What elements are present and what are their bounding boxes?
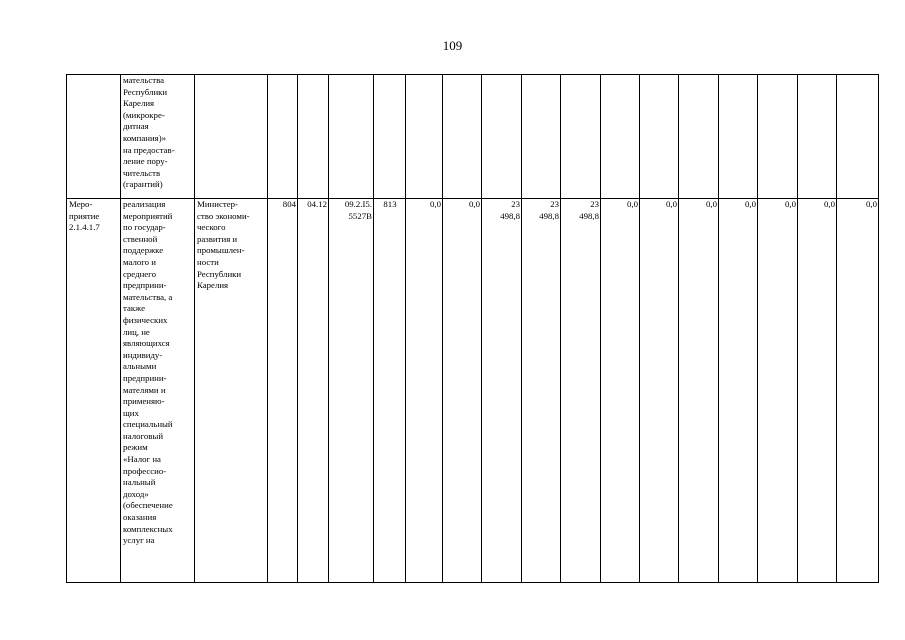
executor-cell: Министер- ство экономи- ческого развития и промышлен- ности Республики Карелия — [195, 199, 268, 583]
grbs-cell: 804 — [268, 199, 298, 583]
value-cell — [758, 75, 798, 199]
value-cell — [601, 75, 640, 199]
value-cell: 23 498,8 — [482, 199, 522, 583]
value-cell — [679, 75, 719, 199]
value-cell — [443, 75, 482, 199]
value-cell: 23 498,8 — [522, 199, 561, 583]
csr-cell: 09.2.I5. 5527В — [329, 199, 374, 583]
value-cell: 0,0 — [758, 199, 798, 583]
value-cell — [482, 75, 522, 199]
value-cell: 0,0 — [679, 199, 719, 583]
measure-code-cell — [67, 75, 121, 199]
value-cell: 23 498,8 — [561, 199, 601, 583]
value-cell: 0,0 — [640, 199, 679, 583]
vr-cell — [374, 75, 406, 199]
value-cell — [561, 75, 601, 199]
page-number: 109 — [442, 38, 463, 53]
rzpr-cell — [298, 75, 329, 199]
value-cell — [406, 75, 443, 199]
measure-name-cell: мательства Республики Карелия (микрокре- дитная компания)» на предостав- ление пору- чительств (гарантий) — [121, 75, 195, 199]
value-cell — [640, 75, 679, 199]
value-cell: 0,0 — [719, 199, 758, 583]
grbs-cell — [268, 75, 298, 199]
value-cell: 0,0 — [798, 199, 837, 583]
value-cell: 0,0 — [406, 199, 443, 583]
rzpr-cell: 04.12 — [298, 199, 329, 583]
value-cell — [719, 75, 758, 199]
value-cell: 0,0 — [601, 199, 640, 583]
csr-cell — [329, 75, 374, 199]
value-cell — [837, 75, 879, 199]
measure-name-cell: реализация мероприятий по государ- ственной поддержке малого и среднего предприни- мательства, а также физических лиц, не являющихся индивиду- альными предприни- мателями и применяю- щих специальный налоговый режим «Налог на профессио- нальный доход» (обеспечение оказания комплексных услуг на — [121, 199, 195, 583]
vr-cell: 813 — [374, 199, 406, 583]
table-row-measure-2-1-4-1-7 — [67, 199, 879, 583]
value-cell: 0,0 — [837, 199, 879, 583]
executor-cell — [195, 75, 268, 199]
measure-code-cell: Меро- приятие 2.1.4.1.7 — [67, 199, 121, 583]
value-cell: 0,0 — [443, 199, 482, 583]
table-row-continuation — [67, 75, 879, 199]
program-table — [66, 74, 879, 583]
value-cell — [798, 75, 837, 199]
value-cell — [522, 75, 561, 199]
